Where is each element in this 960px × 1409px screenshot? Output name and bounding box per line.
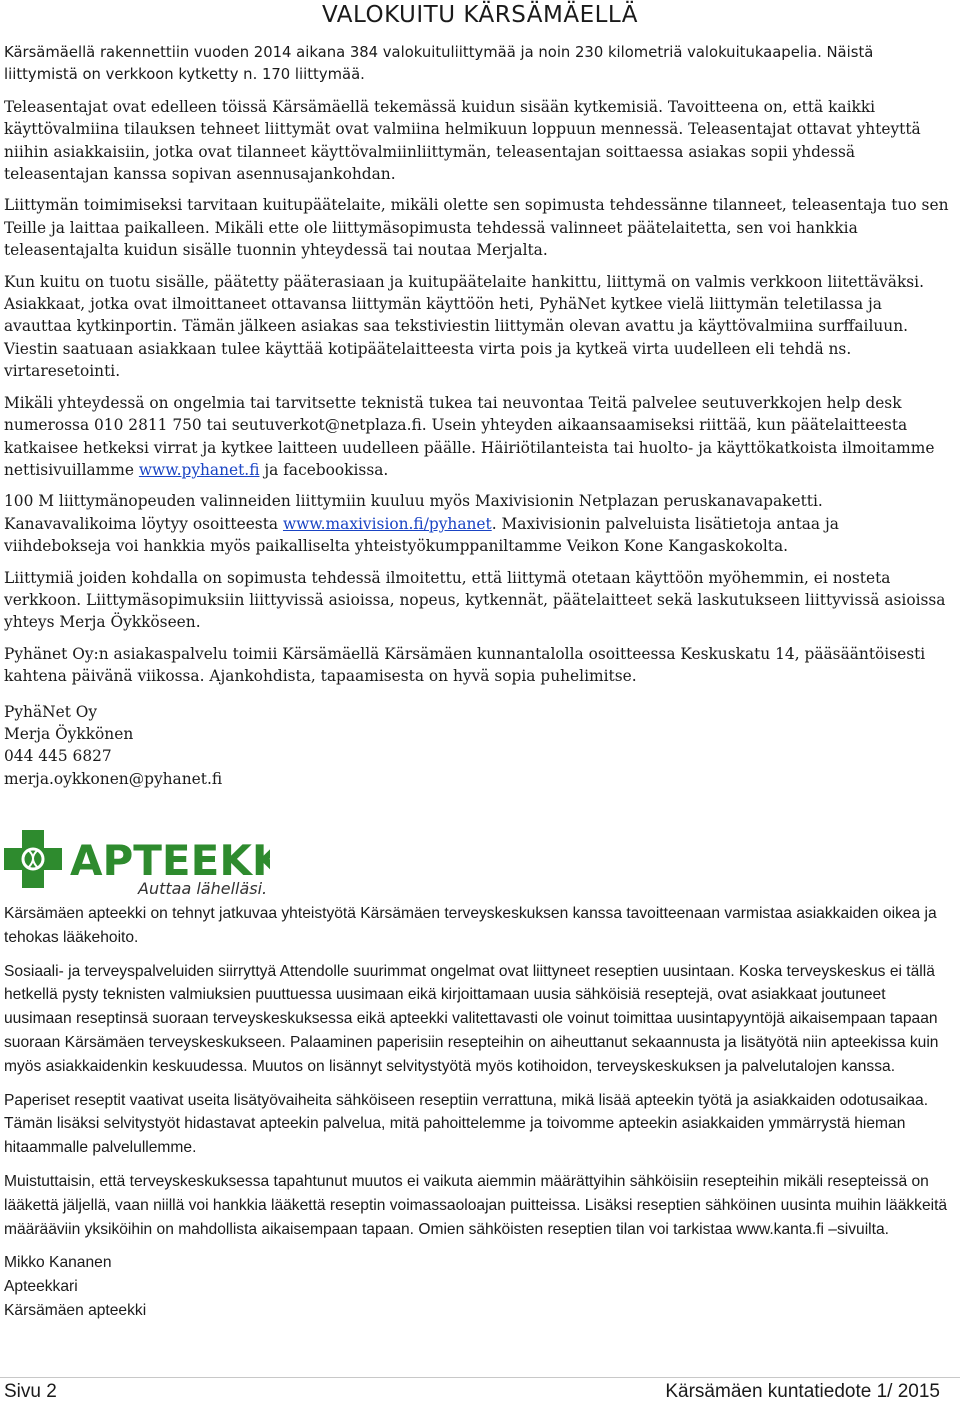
fiber-paragraph-5 [4, 392, 950, 482]
pharmacist-title: Apteekkari [4, 1278, 78, 1296]
fiber-paragraph-8: Pyhänet Oy:n asiakaspalvelu toimii Kärsämäellä Kärsämäen kunnantalolla osoitteessa Keskuskatu 14, pääsääntöisesti kahtena päivänä viikossa. Ajankohdista, tapaamisesta on hyvä sopia puhelimitse. [4, 644, 926, 686]
page-number: Sivu 2 [4, 1381, 57, 1402]
fiber-paragraph-5-text: Mikäli yhteydessä on ongelmia tai tarvitsette teknistä tukea tai neuvontaa Teitä palvelee seutuverkkojen help desk numerossa 010 2811 750 tai seutuverkot@netplaza.fi. Usein yhteyden aikaansaamiseksi riittää, kun päätelaitteesta katkaisee hetkeksi virrat ja kytkee laitteen uudelleen päälle. Häiriötilanteista tai huolto- ja käyttökatkoista ilmoitamme nettisivuillamme [4, 393, 935, 479]
pharmacy-paragraph-4: Muistuttaisin, että terveyskeskuksessa tapahtunut muutos ei vaikuta aiemmin määrättyihin sähköisiin resepteihin mikäli resepteissä on lääkettä jäljellä, vaan niillä voi hankkia lääkettä reseptin voimassaoloajan puitteissa. Lisäksi reseptien sähköinen uusinta muihin lääkkeitä määrääviin yksiköihin on mahdollista aikaisempaan tapaan. Omien sähköisten reseptien tilan voi tarkistaa www.kanta.fi –sivuilta. [4, 1172, 948, 1238]
pharmacy-paragraph-2: Sosiaali- ja terveyspalveluiden siirryttyä Attendolle suurimmat ongelmat ovat liittyneet reseptien uusintaan. Koska terveyskeskus ei tällä hetkellä pysty teknisten valmiuksien puuttuessa uusimaan eikä kirjoittamaan uusia sähköisiä reseptejä, ovat asiakkaat joutuneet uusimaan reseptinsä suoraan terveyskeskuksessa eikä apteekki valitettavasti ole voinut toimittaa uusintapyyntöjä aikaisempaan tapaan suoraan Kärsämäen terveyskeskukseen. Palaaminen paperisiin resepteihin on aiheuttanut sekaannusta ja lisätyötä niin apteekissa kuin myös asiakkaidenkin keskuudessa. Muutos on lisännyt selvitystyötä myös kotihoidon, terveyskeskuksen ja palvelutalojen kanssa. [4, 962, 939, 1075]
signature-person: Merja Öykkönen [4, 724, 134, 743]
apteekki-logo [0, 828, 270, 900]
logo-wordmark: APTEEKK [70, 836, 270, 885]
apteekki-logo-graphic [0, 828, 270, 900]
pharmacy-name: Kärsämäen apteekki [4, 1301, 147, 1319]
fiber-paragraph-1: Kärsämäellä rakennettiin vuoden 2014 aikana 384 valokuituliittymää ja noin 230 kilometriä valokuitukaapelia. Näistä liittymistä on verkkoon kytketty n. 170 liittymää. [4, 44, 874, 84]
fiber-article [4, 42, 950, 790]
pharmacy-cross-icon [4, 830, 62, 888]
publication-name: Kärsämäen kuntatiedote 1/ 2015 [665, 1381, 940, 1402]
pharmacy-signature [4, 1251, 950, 1322]
signature-email: merja.oykkonen@pyhanet.fi [4, 769, 223, 788]
signature-company: PyhäNet Oy [4, 702, 98, 721]
pharmacy-paragraph-3: Paperiset reseptit vaativat useita lisätyövaiheita sähköiseen reseptiin verrattuna, mikä lisää apteekin työtä ja asiakkaiden odotusaikaa. Tämän lisäksi selvitystyöt hidastavat apteekin palvelua, mitä pahoittelemme ja toivomme apteekin asiakkaiden ymmärrystä hieman hitaammalle palvelullemme. [4, 1091, 929, 1157]
fiber-paragraph-6-text: 100 M liittymänopeuden valinneiden liittymiin kuuluu myös Maxivisionin Netplazan peruskanavapaketti. Kanavavalikoima löytyy osoitteesta [4, 492, 823, 533]
maxivision-link[interactable]: www.maxivision.fi/pyhanet [282, 514, 492, 533]
fiber-paragraph-3: Liittymän toimimiseksi tarvitaan kuitupäätelaite, mikäli olette sen sopimusta tehdessänne tilanneet, teleasentaja tuo sen Teille ja laittaa paikalleen. Mikäli ette ole liittymäsopimusta tehdessä valinneet päätelaitetta, sen voi hankkia teleasentajalta kuidun sisälle tuonnin yhteydessä tai noutaa Merjalta. [4, 196, 949, 260]
fiber-paragraph-5-tail: ja facebookissa. [259, 460, 389, 479]
fiber-paragraph-6 [4, 490, 950, 557]
fiber-signature [4, 701, 950, 791]
fiber-paragraph-2: Teleasentajat ovat edelleen töissä Kärsämäellä tekemässä kuidun sisään kytkemisiä. Tavoitteena on, että kaikki käyttövalmiina tilauksen tehneet liittymät ovat valmiina helmikuun loppuun mennessä. Teleasentajat ottavat yhteyttä niihin asiakkaisiin, jotka ovat tilanneet käyttövalmiinliittymän, teleasentajan soittaessa asiakas sopii yhdessä teleasentajan kanssa sopivan asennusajankohdan. [4, 97, 921, 184]
fiber-paragraph-6-tail: . Maxivisionin palveluista lisätietoja antaa ja viihdebokseja voi hankkia myös paikalliselta yhteistyökumppaniltamme Veikon Kone Kangaskokolta. [4, 514, 839, 556]
signature-phone: 044 445 6827 [4, 747, 112, 766]
pharmacist-name: Mikko Kananen [4, 1254, 112, 1272]
pharmacy-paragraph-1: Kärsämäen apteekki on tehnyt jatkuvaa yhteistyötä Kärsämäen terveyskeskuksen kanssa tavoitteenaan varmistaa asiakkaiden oikea ja tehokas lääkehoito. [4, 905, 937, 946]
fiber-paragraph-4: Kun kuitu on tuotu sisälle, päätetty pääterasiaan ja kuitupäätelaite hankittu, liittymä on valmis verkkoon liitettäväksi. Asiakkaat, jotka ovat ilmoittaneet ottavansa liittymän käyttöön heti, PyhäNet kytkee vielä liittymän teletilassa ja avauttaa kytkinportin. Tämän jälkeen asiakas saa tekstiviestin liittymän olevan avattu ja käyttövalmiina surffailuun. Viestin saatuaan asiakkaan tulee käyttää kotipäätelaitteesta virta pois ja kytkeä virta uudelleen eli tehdä ns. virtaresetointi. [4, 272, 924, 381]
fiber-paragraph-7: Liittymiä joiden kohdalla on sopimusta tehdessä ilmoitettu, että liittymä otetaan käyttöön myöhemmin, ei nosteta verkkoon. Liittymäsopimuksiin liittyvissä asioissa, nopeus, kytkennät, päätelaitteet sekä laskutukseen liittyvissä asioissa yhteys Merja Öykköseen. [4, 568, 946, 632]
pharmacy-article [4, 902, 950, 1323]
page-title: VALOKUITU KÄRSÄMÄELLÄ [321, 2, 639, 28]
pyhanet-link[interactable]: www.pyhanet.fi [138, 460, 260, 479]
logo-tagline: Auttaa lähelläsi. [138, 879, 268, 898]
footer-divider [0, 1377, 960, 1378]
page-footer [4, 1381, 940, 1403]
